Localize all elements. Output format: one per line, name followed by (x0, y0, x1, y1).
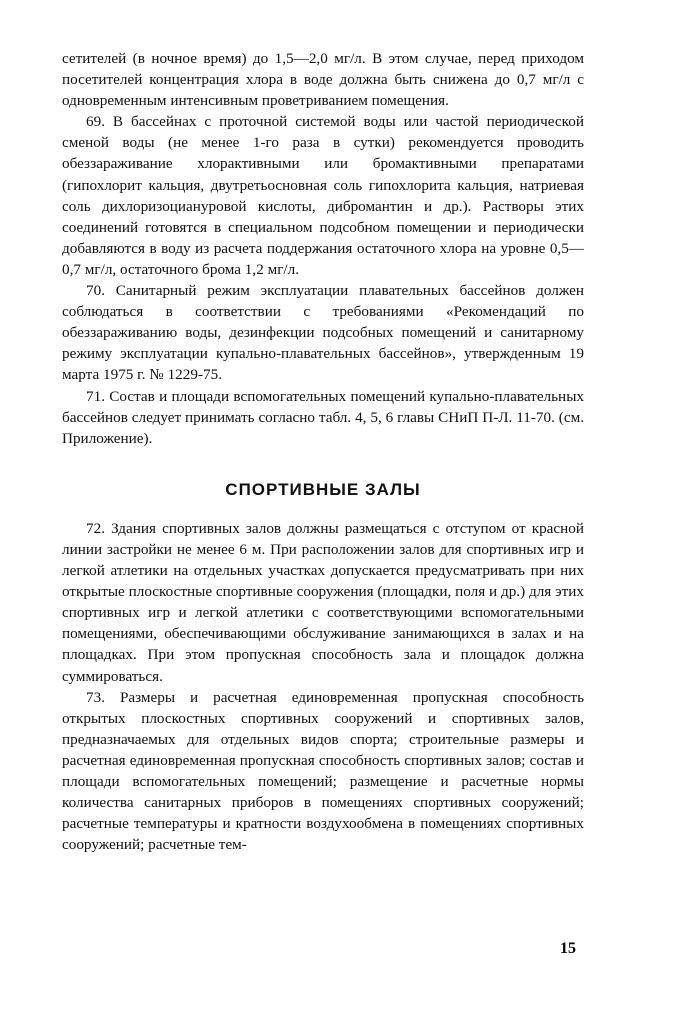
paragraph-70: 70. Санитарный режим эксплуатации плавательных бассейнов должен соблюдаться в соответствии с требованиями «Рекомендаций по обеззараживанию воды, дезинфекции подсобных помещений и санитарному режиму эксплуатации купально-плавательных бассейнов», утвержденным 19 марта 1975 г. № 1229-75. (62, 282, 584, 384)
section-heading: СПОРТИВНЫЕ ЗАЛЫ (225, 479, 421, 499)
paragraph-73: 73. Размеры и расчетная единовременная пропускная способность открытых плоскостных спортивных сооружений и спортивных залов, предназначаемых для отдельных видов спорта; строительные размеры и расчетная единовременная пропускная способность спортивных залов; состав и площади вспомогательных помещений; размещение и расчетные нормы количества санитарных приборов в помещениях спортивных сооружений; расчетные температуры и кратности воздухообмена в помещениях спортивных сооружений; расчетные тем- (62, 688, 584, 854)
paragraph-71: 71. Состав и площади вспомогательных помещений купально-плавательных бассейнов следует принимать согласно табл. 4, 5, 6 главы СНиП П-Л. 11-70. (см. Приложение). (62, 387, 584, 447)
page-number: 15 (560, 940, 576, 957)
paragraph-72: 72. Здания спортивных залов должны размещаться с отступом от красной линии застройки не менее 6 м. При расположении залов для спортивных игр и легкой атлетики на отдельных участках допускается предусматривать при них открытые плоскостные спортивные сооружения (площадки, поля и др.) для этих спортивных игр и легкой атлетики с соответствующими вспомогательными помещениями, обеспечивающими обслуживание занимающихся в залах и на площадках. При этом пропускная способность зала и площадок должна суммироваться. (62, 519, 584, 685)
page-body (62, 48, 584, 855)
paragraph-69: 69. В бассейнах с проточной системой воды или частой периодической сменой воды (не менее 1-го раза в сутки) рекомендуется проводить обеззараживание хлорактивными или бромактивными препаратами (гипохлорит кальция, двутретьосновная соль гипохлорита кальция, натриевая соль дихлоризоциануровой кислоты, дибромантин и др.). Растворы этих соединений готовятся в специальном подсобном помещении и периодически добавляются в воду из расчета поддержания остаточного хлора на уровне 0,5—0,7 мг/л, остаточного брома 1,2 мг/л. (62, 113, 584, 278)
paragraph-continuation: сетителей (в ночное время) до 1,5—2,0 мг/л. В этом случае, перед приходом посетителей концентрация хлора в воде должна быть снижена до 0,7 мг/л с одновременным интенсивным проветриванием помещения. (62, 50, 584, 110)
